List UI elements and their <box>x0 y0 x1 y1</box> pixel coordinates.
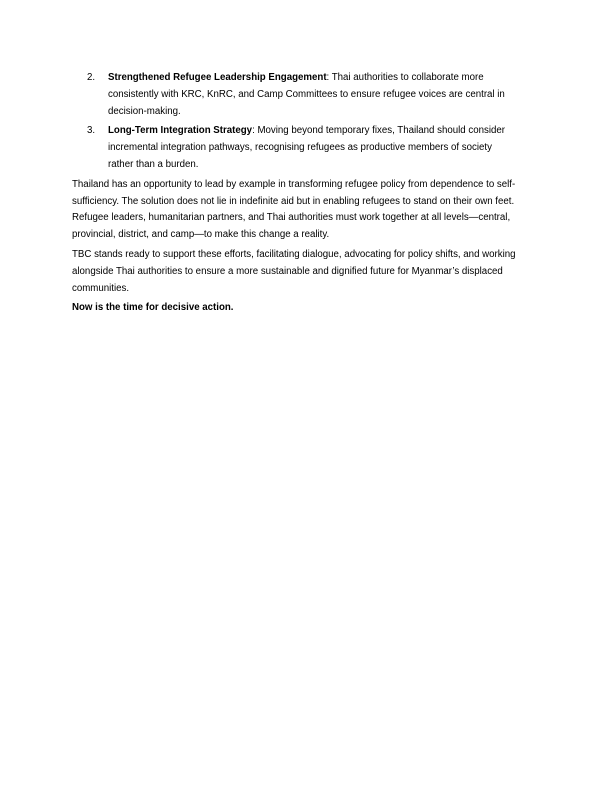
text-line: TBC stands ready to support these efforts, facilitating dialogue, advocating for policy shifts, and working <box>72 248 516 260</box>
list-item-3 <box>87 123 542 173</box>
text-line <box>108 70 505 87</box>
text-line: provincial, district, and camp—to make this change a reality. <box>72 229 330 241</box>
text-line: Thailand has an opportunity to lead by example in transforming refugee policy from dependence to self- <box>72 178 516 190</box>
text-line: decision-making. <box>108 105 181 117</box>
text-line: incremental integration pathways, recognising refugees as productive members of society <box>108 142 492 154</box>
text-line <box>108 123 505 140</box>
list-bold-lead: Strengthened Refugee Leadership Engagement <box>108 72 327 83</box>
list-number: 2. <box>87 72 96 83</box>
list-item-body <box>108 70 505 120</box>
list-lead-rest: : Thai authorities to collaborate more <box>326 72 484 83</box>
list-item-body <box>108 123 505 173</box>
list-item-2 <box>87 70 542 120</box>
text-line: communities. <box>72 282 130 294</box>
paragraph-opportunity <box>72 177 542 244</box>
text-line: consistently with KRC, KnRC, and Camp Committees to ensure refugee voices are central in <box>108 88 505 100</box>
list-number: 3. <box>87 125 96 137</box>
text-line: Refugee leaders, humanitarian partners, and Thai authorities must work together at all levels—central, <box>72 212 511 224</box>
text-line: sufficiency. The solution does not lie in indefinite aid but in enabling refugees to stand on their own feet. <box>72 195 515 207</box>
paragraph-tbc-support <box>72 247 542 297</box>
text-line: alongside Thai authorities to ensure a more sustainable and dignified future for Myanmar’s displaced <box>72 265 503 277</box>
closing-statement: Now is the time for decisive action. <box>72 302 234 314</box>
text-line: rather than a burden. <box>108 158 199 170</box>
list-bold-lead: Long-Term Integration Strategy <box>108 125 253 137</box>
list-lead-rest: : Moving beyond temporary fixes, Thailand should consider <box>252 125 505 137</box>
